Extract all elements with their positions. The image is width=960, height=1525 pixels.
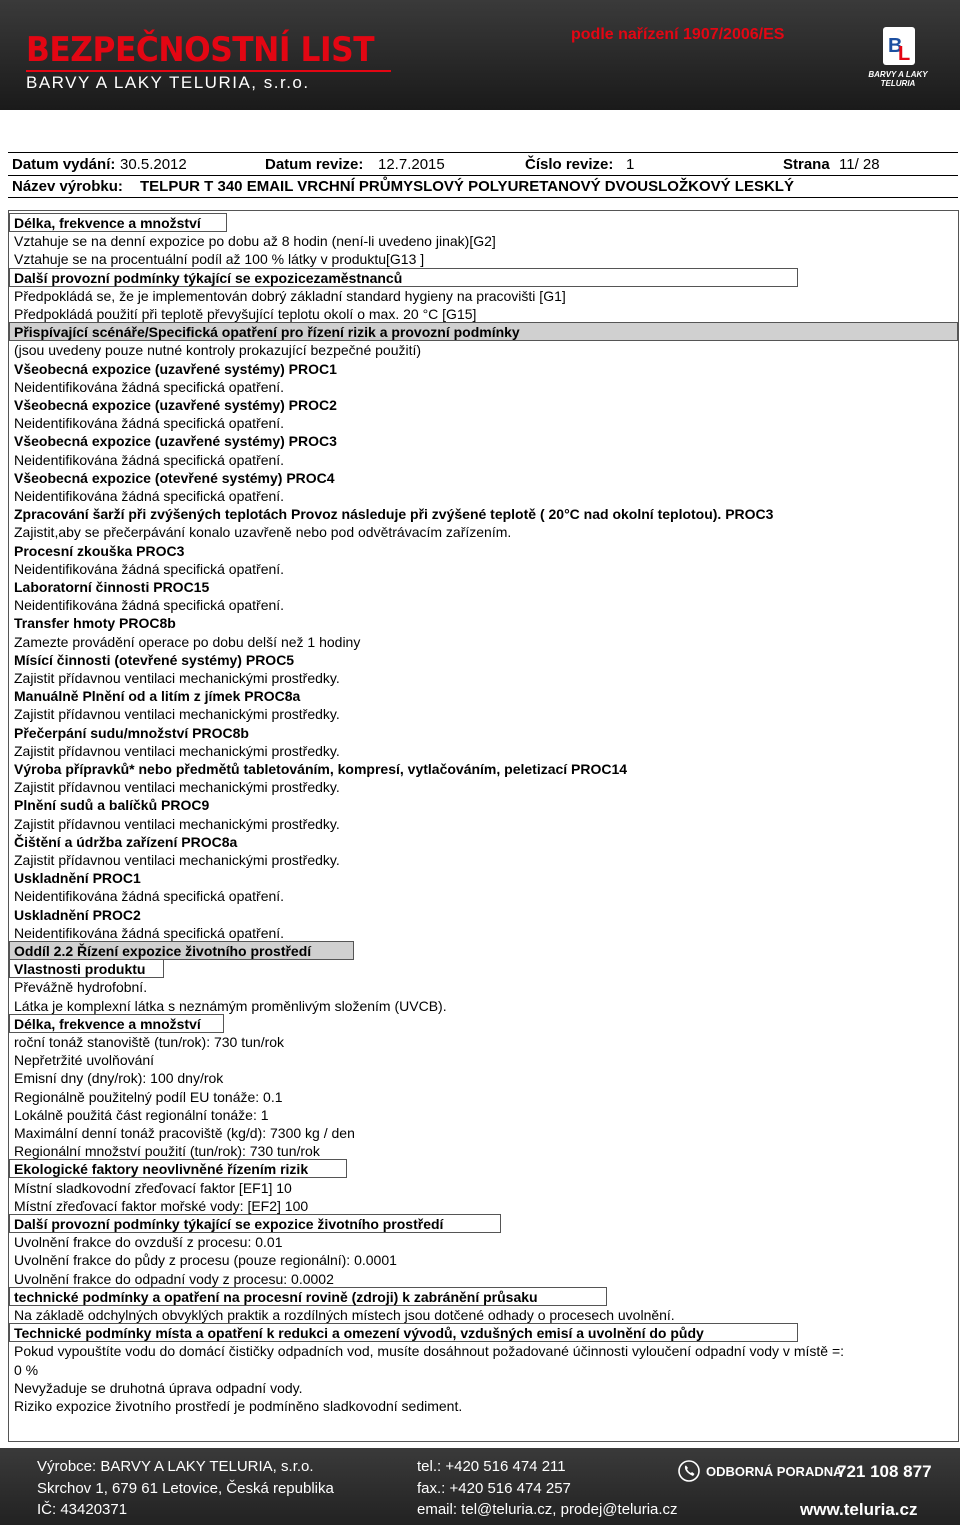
- revision-number-label: Číslo revize:: [525, 156, 614, 173]
- section-text: Neidentifikována žádná specifická opatření.: [14, 451, 285, 468]
- section-text: Uvolnění frakce do odpadní vody z procesu: 0.0002: [14, 1270, 334, 1287]
- phone-icon: [678, 1460, 700, 1482]
- section-heading: Mísící činnosti (otevřené systémy) PROC5: [14, 651, 295, 668]
- document-title: BEZPEČNOSTNÍ LIST: [26, 30, 375, 70]
- section-text: Předpokládá se, že je implementován dobrý základní standard hygieny na pracovišti [G1]: [14, 287, 566, 304]
- heading-cell-border: [9, 1159, 347, 1178]
- logo-caption-line-1: BARVY A LAKY: [868, 70, 928, 79]
- logo-caption-line-2: TELURIA: [880, 79, 916, 88]
- logo-badge-icon: [882, 26, 916, 66]
- revision-date-label: Datum revize:: [265, 156, 364, 173]
- section-heading: Výroba přípravků* nebo předmětů tabletováním, kompresí, vytlačováním, peletizací PROC14: [14, 761, 628, 777]
- advice-line-phone: 721 108 877: [837, 1462, 932, 1481]
- section-text: Neidentifikována žádná specifická opatření.: [14, 597, 285, 614]
- title-underline: [26, 70, 391, 72]
- section-text: Zajistit přídavnou ventilaci mechanickými prostředky.: [14, 779, 340, 796]
- section-heading: Délka, frekvence a množství: [14, 1015, 201, 1032]
- revision-date-value: 12.7.2015: [378, 156, 445, 173]
- product-label: Název výrobku:: [12, 178, 123, 195]
- section-text: Neidentifikována žádná specifická opatření.: [14, 560, 285, 577]
- section-text: Neidentifikována žádná specifická opatření.: [14, 488, 285, 504]
- section-heading: Další provozní podmínky týkající se expozice životního prostředí: [14, 1216, 444, 1232]
- footer-email: email: tel@teluria.cz, prodej@teluria.cz: [417, 1501, 678, 1518]
- section-heading: Laboratorní činnosti PROC15: [14, 579, 210, 595]
- meta-mid-rule: [8, 175, 958, 176]
- heading-cell-border: [9, 213, 227, 232]
- svg-text:B: B: [888, 35, 903, 57]
- meta-top-rule: [8, 152, 958, 153]
- section-text: Zamezte provádění operace po dobu delší než 1 hodiny: [14, 633, 361, 650]
- section-heading: Procesní zkouška PROC3: [14, 542, 185, 559]
- section-text: Zajistit přídavnou ventilaci mechanickými prostředky.: [14, 852, 340, 868]
- footer: [0, 1448, 960, 1525]
- section-heading: Všeobecná expozice (uzavřené systémy) PROC2: [14, 397, 337, 413]
- footer-producer: Výrobce: BARVY A LAKY TELURIA, s.r.o.: [37, 1458, 314, 1475]
- section-text: Uvolnění frakce do ovzduší z procesu: 0.01: [14, 1234, 283, 1251]
- section-heading: Čištění a údržba zařízení PROC8a: [14, 833, 238, 850]
- header-banner: [0, 0, 960, 110]
- section-text: Neidentifikována žádná specifická opatření.: [14, 888, 285, 905]
- section-heading: Uskladnění PROC2: [14, 906, 141, 923]
- section-text: Pokud vypouštíte vodu do domácí čističky odpadních vod, musíte dosáhnout požadované účinnosti vyloučení odpadní vody v místě =:: [14, 1343, 845, 1360]
- section-text: Emisní dny (dny/rok): 100 dny/rok: [14, 1070, 224, 1087]
- section-text: Na základě odchylných obvyklých praktik a rozdílných místech jsou dotčené odhady o procesech uvolnění.: [14, 1307, 675, 1323]
- section-heading: Přečerpání sudu/množství PROC8b: [14, 724, 249, 741]
- section-text: Neidentifikována žádná specifická opatření.: [14, 378, 285, 395]
- heading-cell-border: [9, 322, 958, 341]
- section-text: Zajistit přídavnou ventilaci mechanickými prostředky.: [14, 742, 340, 759]
- section-text: Riziko expozice životního prostředí je podmíněno sladkovodní sediment.: [14, 1398, 463, 1414]
- section-text: Regionální množství použití (tun/rok): 730 tun/rok: [14, 1143, 320, 1160]
- section-text: Zajistit přídavnou ventilaci mechanickými prostředky.: [14, 815, 340, 832]
- footer-address: Skrchov 1, 679 61 Letovice, Česká republika: [37, 1480, 334, 1497]
- section-text: Místní sladkovodní zřeďovací faktor [EF1] 10: [14, 1179, 292, 1196]
- section-text: Místní zřeďovací faktor mořské vody: [EF2] 100: [14, 1197, 309, 1214]
- page-label: Strana: [783, 156, 830, 173]
- logo-caption: [862, 70, 934, 88]
- section-text: (jsou uvedeny pouze nutné kontroly prokazující bezpečné použití): [14, 342, 422, 359]
- section-heading: Délka, frekvence a množství: [14, 215, 201, 231]
- section-text: roční tonáž stanoviště (tun/rok): 730 tun/rok: [14, 1034, 285, 1050]
- issue-date-label: Datum vydání:: [12, 156, 116, 173]
- section-text: Neidentifikována žádná specifická opatření.: [14, 924, 285, 941]
- heading-cell-border: [9, 1014, 224, 1033]
- company-logo: [862, 26, 934, 96]
- heading-cell-border: [9, 1323, 798, 1342]
- section-text: Zajistit přídavnou ventilaci mechanickými prostředky.: [14, 706, 340, 723]
- meta-bottom-rule: [8, 197, 958, 198]
- company-name: BARVY A LAKY TELURIA, s.r.o.: [26, 73, 310, 92]
- section-heading: Další provozní podmínky týkající se expozicezaměstnanců: [14, 269, 403, 286]
- section-heading: Manuálně Plnění od a litím z jímek PROC8a: [14, 688, 301, 705]
- section-heading: Všeobecná expozice (uzavřené systémy) PROC1: [14, 360, 337, 377]
- section-text: Zajistit,aby se přečerpávání konalo uzavřeně nebo pod odvětrávacím zařízením.: [14, 524, 512, 541]
- section-text: Uvolnění frakce do půdy z procesu (pouze regionální): 0.0001: [14, 1252, 397, 1269]
- footer-ico: IČ: 43420371: [37, 1501, 128, 1518]
- section-heading: technické podmínky a opatření na procesní rovině (zdroji) k zabránění průsaku: [14, 1288, 538, 1305]
- section-text: Předpokládá použití při teplotě převyšující teplotu okolí o max. 20 °C [G15]: [14, 306, 477, 322]
- section-heading: Zpracování šarží při zvýšených teplotách Provoz následuje při zvýšené teplotě ( 20°C nad okolní teplotou). PROC3: [14, 506, 774, 523]
- section-text: Látka je komplexní látka s neznámým proměnlivým složením (UVCB).: [14, 997, 447, 1014]
- section-text: Zajistit přídavnou ventilaci mechanickými prostředky.: [14, 670, 340, 686]
- section-text: Převážně hydrofobní.: [14, 979, 148, 996]
- issue-date-value: 30.5.2012: [120, 156, 187, 173]
- footer-fax: fax.: +420 516 474 257: [417, 1480, 571, 1497]
- section-heading: Oddíl 2.2 Řízení expozice životního prostředí: [14, 943, 312, 959]
- section-text: 0 %: [14, 1361, 39, 1378]
- section-text: Vztahuje se na procentuální podíl až 100 % látky v produktu[G13 ]: [14, 251, 425, 268]
- heading-cell-border: [9, 941, 354, 960]
- section-text: Neidentifikována žádná specifická opatření.: [14, 415, 285, 432]
- advice-line-label: ODBORNÁ PORADNA: [706, 1464, 843, 1479]
- section-heading: Plnění sudů a balíčků PROC9: [14, 797, 210, 814]
- section-text: Vztahuje se na denní expozice po dobu až 8 hodin (není-li uvedeno jinak)[G2]: [14, 233, 496, 250]
- section-heading: Uskladnění PROC1: [14, 870, 141, 887]
- product-name: TELPUR T 340 EMAIL VRCHNÍ PRŮMYSLOVÝ POLYURETANOVÝ DVOUSLOŽKOVÝ LESKLÝ: [140, 178, 794, 195]
- heading-cell-border: [9, 959, 164, 978]
- section-heading: Vlastnosti produktu: [14, 961, 146, 978]
- heading-cell-border: [9, 1214, 501, 1233]
- section-content: [8, 210, 959, 1442]
- website-link[interactable]: www.teluria.cz: [800, 1500, 918, 1519]
- section-heading: Všeobecná expozice (uzavřené systémy) PROC3: [14, 433, 337, 450]
- revision-number-value: 1: [626, 156, 635, 173]
- regulation-reference: podle nařízení 1907/2006/ES: [571, 26, 785, 43]
- section-heading: Ekologické faktory neovlivněné řízením rizik: [14, 1161, 309, 1178]
- heading-cell-border: [9, 268, 798, 287]
- footer-telephone: tel.: +420 516 474 211: [417, 1458, 566, 1475]
- page-number: 11/ 28: [839, 156, 880, 173]
- section-heading: Technické podmínky místa a opatření k redukci a omezení vývodů, vzdušných emisí a uvolnění do půdy: [14, 1325, 704, 1342]
- section-text: Regionálně použitelný podíl EU tonáže: 0.1: [14, 1088, 283, 1105]
- svg-text:L: L: [898, 43, 911, 65]
- section-heading: Transfer hmoty PROC8b: [14, 615, 176, 632]
- section-text: Nepřetržité uvolňování: [14, 1052, 155, 1069]
- heading-cell-border: [9, 1287, 607, 1306]
- section-text: Maximální denní tonáž pracoviště (kg/d): 7300 kg / den: [14, 1125, 355, 1141]
- section-text: Lokálně použitá část regionální tonáže: 1: [14, 1106, 269, 1123]
- section-text: Nevyžaduje se druhotná úprava odpadní vody.: [14, 1379, 303, 1396]
- section-heading: Všeobecná expozice (otevřené systémy) PROC4: [14, 469, 335, 486]
- section-heading: Přispívající scénáře/Specifická opatření pro řízení rizik a provozní podmínky: [14, 324, 520, 341]
